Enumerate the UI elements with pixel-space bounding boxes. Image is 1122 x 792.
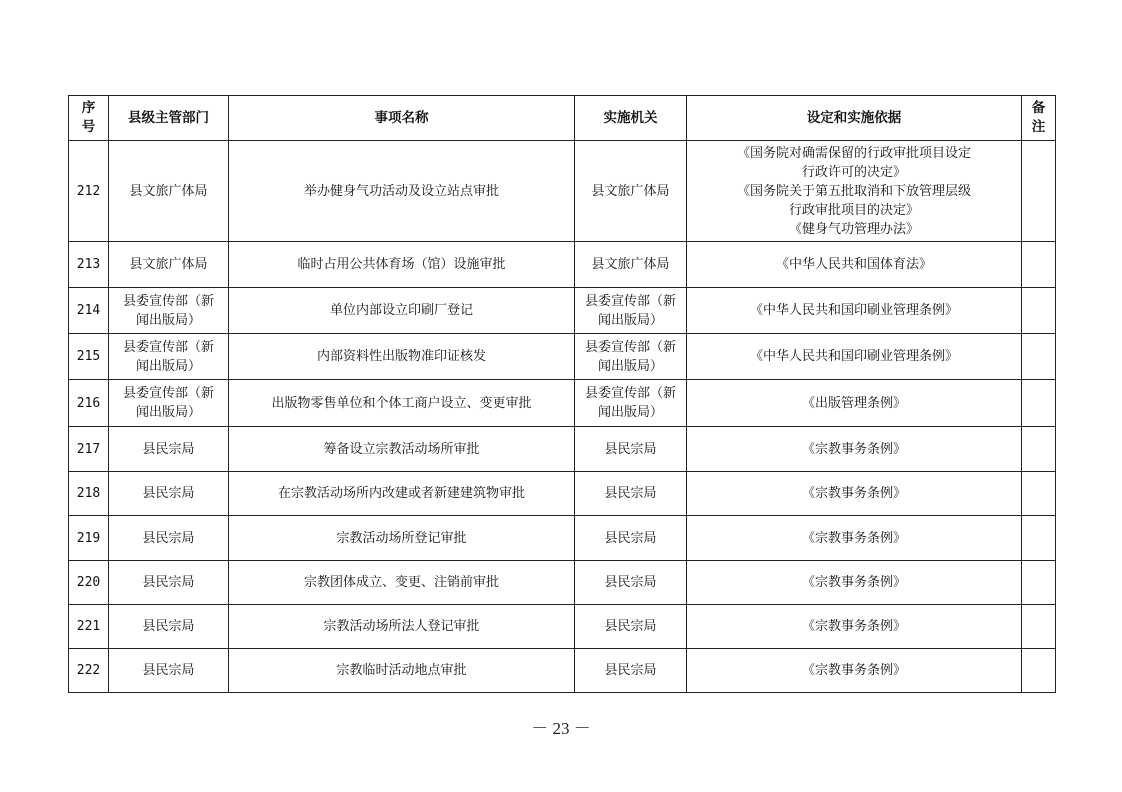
- table-row: [69, 242, 1056, 288]
- cell-agency-line: 闻出版局）: [597, 358, 663, 374]
- header-agency: 实施机关: [575, 96, 687, 141]
- cell-note: [1022, 472, 1056, 516]
- cell-seq: 218: [69, 472, 109, 516]
- cell-seq: 216: [69, 380, 109, 427]
- header-seq: [69, 96, 109, 141]
- cell-dept-line: 县民宗局: [142, 663, 195, 678]
- table-body: [69, 141, 1056, 693]
- cell-seq: 222: [69, 649, 109, 693]
- table-row: [69, 561, 1056, 605]
- cell-dept: [109, 288, 229, 334]
- cell-agency: [575, 561, 687, 605]
- cell-agency: [575, 242, 687, 288]
- cell-dept: [109, 242, 229, 288]
- cell-basis-line: 《出版管理条例》: [801, 395, 906, 411]
- cell-note: [1022, 427, 1056, 472]
- cell-agency-line: 闻出版局）: [597, 312, 663, 328]
- header-note-line-2: 注: [1031, 119, 1046, 135]
- table-row: [69, 380, 1056, 427]
- cell-agency: [575, 141, 687, 242]
- cell-basis: [687, 334, 1022, 380]
- page-number: － 23 －: [531, 719, 591, 738]
- cell-agency: [575, 472, 687, 516]
- cell-agency: [575, 334, 687, 380]
- cell-basis-line: 《中华人民共和国印刷业管理条例》: [749, 303, 958, 318]
- cell-seq: 214: [69, 288, 109, 334]
- cell-seq: 212: [69, 141, 109, 242]
- cell-item-line: 筹备设立宗教活动场所审批: [323, 441, 480, 457]
- cell-item-line: 宗教临时活动地点审批: [336, 663, 467, 678]
- cell-item: [229, 516, 575, 561]
- cell-item: [229, 427, 575, 472]
- cell-item: [229, 334, 575, 380]
- cell-item-line: 举办健身气功活动及设立站点审批: [303, 183, 499, 199]
- cell-dept-line: 闻出版局）: [135, 312, 201, 328]
- cell-dept: [109, 380, 229, 427]
- cell-dept: [109, 141, 229, 242]
- cell-item: [229, 649, 575, 693]
- cell-dept-line: 县民宗局: [142, 575, 195, 590]
- cell-item-line: 出版物零售单位和个体工商户设立、变更审批: [271, 395, 532, 411]
- cell-item-line: 内部资料性出版物准印证核发: [316, 349, 486, 364]
- header-note-line-1: 备: [1031, 100, 1046, 116]
- header-note: [1022, 96, 1056, 141]
- cell-note: [1022, 242, 1056, 288]
- cell-basis-line: 《中华人民共和国印刷业管理条例》: [749, 349, 958, 364]
- table-row: [69, 649, 1056, 693]
- cell-item: [229, 380, 575, 427]
- cell-item-line: 宗教团体成立、变更、注销前审批: [303, 575, 499, 590]
- cell-agency-line: 县民宗局: [604, 486, 657, 501]
- cell-note: [1022, 605, 1056, 649]
- cell-agency-line: 县民宗局: [604, 530, 657, 546]
- cell-agency: [575, 605, 687, 649]
- cell-item-line: 单位内部设立印刷厂登记: [329, 303, 473, 318]
- cell-dept-line: 县文旅广体局: [129, 183, 208, 199]
- cell-basis: [687, 288, 1022, 334]
- cell-item-line: 临时占用公共体育场（馆）设施审批: [297, 257, 506, 272]
- cell-item: [229, 288, 575, 334]
- cell-basis-line: 《宗教事务条例》: [801, 530, 906, 546]
- cell-dept-line: 闻出版局）: [135, 405, 201, 420]
- cell-basis-line: 《健身气功管理办法》: [788, 221, 919, 237]
- cell-dept-line: 闻出版局）: [135, 358, 201, 374]
- cell-basis: [687, 242, 1022, 288]
- table-row: [69, 472, 1056, 516]
- cell-dept-line: 县民宗局: [142, 486, 195, 501]
- table-row: [69, 334, 1056, 380]
- cell-agency: [575, 427, 687, 472]
- cell-dept-line: 县民宗局: [142, 441, 195, 457]
- cell-dept: [109, 561, 229, 605]
- cell-note: [1022, 649, 1056, 693]
- cell-item: [229, 141, 575, 242]
- cell-note: [1022, 141, 1056, 242]
- header-dept: 县级主管部门: [109, 96, 229, 141]
- cell-agency-line: 县文旅广体局: [591, 183, 670, 199]
- header-basis: 设定和实施依据: [687, 96, 1022, 141]
- cell-dept: [109, 472, 229, 516]
- cell-dept: [109, 516, 229, 561]
- header-seq-line-1: 序: [81, 100, 96, 116]
- cell-basis-line: 《宗教事务条例》: [801, 663, 906, 678]
- cell-dept: [109, 334, 229, 380]
- cell-basis-line: 《宗教事务条例》: [801, 486, 906, 501]
- cell-dept: [109, 649, 229, 693]
- cell-note: [1022, 561, 1056, 605]
- cell-basis: [687, 649, 1022, 693]
- cell-basis-line: 《中华人民共和国体育法》: [775, 257, 932, 272]
- cell-basis: [687, 141, 1022, 242]
- cell-note: [1022, 516, 1056, 561]
- cell-agency: [575, 516, 687, 561]
- cell-dept-line: 县委宣传部（新: [122, 339, 214, 355]
- cell-item-line: 宗教活动场所登记审批: [336, 530, 467, 546]
- cell-dept-line: 县文旅广体局: [129, 257, 208, 272]
- cell-item: [229, 242, 575, 288]
- cell-seq: 219: [69, 516, 109, 561]
- cell-basis: [687, 472, 1022, 516]
- cell-agency-line: 闻出版局）: [597, 405, 663, 420]
- cell-seq: 220: [69, 561, 109, 605]
- cell-basis: [687, 605, 1022, 649]
- cell-item: [229, 472, 575, 516]
- cell-basis-line: 《宗教事务条例》: [801, 575, 906, 590]
- cell-basis-line: 行政许可的决定》: [801, 164, 906, 180]
- approval-items-table: [68, 95, 1056, 693]
- cell-dept: [109, 605, 229, 649]
- header-seq-line-2: 号: [81, 119, 96, 135]
- cell-agency-line: 县民宗局: [604, 441, 657, 457]
- cell-agency-line: 县委宣传部（新: [584, 339, 676, 355]
- cell-agency-line: 县文旅广体局: [591, 257, 670, 272]
- header-item: 事项名称: [229, 96, 575, 141]
- cell-seq: 215: [69, 334, 109, 380]
- cell-agency: [575, 649, 687, 693]
- cell-dept-line: 县委宣传部（新: [122, 293, 214, 309]
- cell-seq: 217: [69, 427, 109, 472]
- cell-basis-line: 《国务院关于第五批取消和下放管理层级: [736, 183, 971, 199]
- table-row: [69, 141, 1056, 242]
- table-row: [69, 288, 1056, 334]
- cell-agency: [575, 288, 687, 334]
- cell-item: [229, 605, 575, 649]
- cell-agency: [575, 380, 687, 427]
- cell-basis: [687, 561, 1022, 605]
- cell-item-line: 在宗教活动场所内改建或者新建建筑物审批: [277, 486, 525, 501]
- cell-dept-line: 县民宗局: [142, 530, 195, 546]
- cell-agency-line: 县委宣传部（新: [584, 386, 676, 401]
- table-row: [69, 516, 1056, 561]
- cell-dept-line: 县民宗局: [142, 619, 195, 634]
- cell-basis-line: 《宗教事务条例》: [801, 441, 906, 457]
- cell-basis: [687, 516, 1022, 561]
- cell-note: [1022, 288, 1056, 334]
- cell-agency-line: 县委宣传部（新: [584, 293, 676, 309]
- cell-note: [1022, 380, 1056, 427]
- cell-item: [229, 561, 575, 605]
- cell-basis-line: 《宗教事务条例》: [801, 619, 906, 634]
- cell-agency-line: 县民宗局: [604, 619, 657, 634]
- cell-dept: [109, 427, 229, 472]
- cell-seq: 213: [69, 242, 109, 288]
- cell-basis: [687, 427, 1022, 472]
- table-row: [69, 605, 1056, 649]
- cell-basis-line: 《国务院对确需保留的行政审批项目设定: [736, 145, 971, 161]
- table-row: [69, 427, 1056, 472]
- cell-agency-line: 县民宗局: [604, 575, 657, 590]
- cell-basis: [687, 380, 1022, 427]
- cell-basis-line: 行政审批项目的决定》: [788, 202, 919, 218]
- table-header-row: [69, 96, 1056, 141]
- cell-agency-line: 县民宗局: [604, 663, 657, 678]
- cell-seq: 221: [69, 605, 109, 649]
- cell-dept-line: 县委宣传部（新: [122, 386, 214, 401]
- cell-item-line: 宗教活动场所法人登记审批: [323, 619, 480, 634]
- cell-note: [1022, 334, 1056, 380]
